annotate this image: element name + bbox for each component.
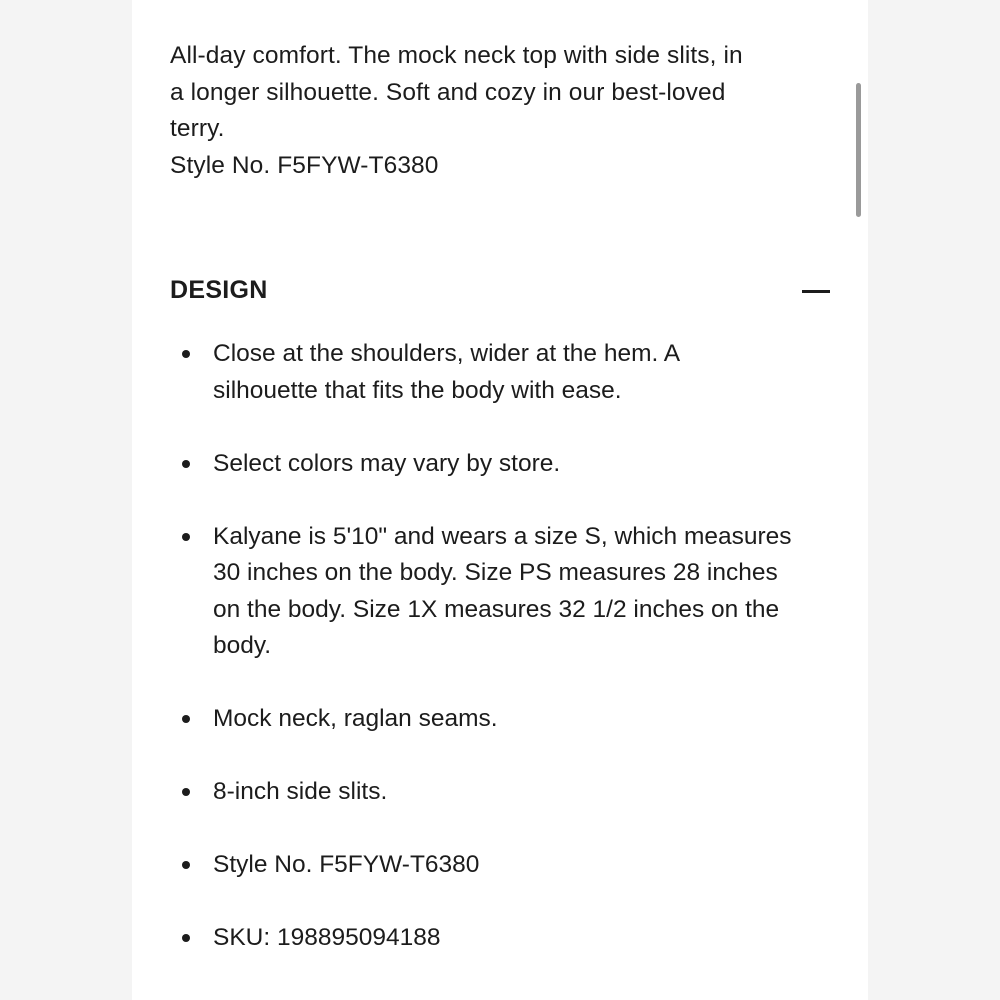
design-bullet-list [170, 336, 832, 993]
list-item-line: SKU: 198895094188 [213, 924, 441, 951]
collapse-minus-icon[interactable] [792, 272, 832, 312]
bullet-icon [182, 715, 190, 723]
product-details-panel [132, 0, 868, 1000]
list-item [170, 774, 832, 811]
list-item-line: body. [213, 632, 272, 659]
bullet-icon [182, 788, 190, 796]
design-section-title: DESIGN [170, 276, 268, 304]
bullet-icon [182, 533, 190, 541]
list-item [170, 446, 832, 483]
description-line: terry. [170, 115, 225, 142]
list-item [170, 920, 832, 957]
design-section-header[interactable] [170, 272, 832, 312]
style-number: Style No. F5FYW-T6380 [170, 151, 439, 179]
list-item [170, 519, 832, 665]
description-text [170, 38, 832, 184]
list-item [170, 847, 832, 884]
description-line: a longer silhouette. Soft and cozy in our best-loved [170, 78, 726, 106]
scrollbar-thumb[interactable] [856, 83, 861, 217]
list-item [170, 701, 832, 738]
bullet-icon [182, 460, 190, 468]
list-item-line: Mock neck, raglan seams. [213, 705, 498, 732]
list-item-line: Close at the shoulders, wider at the hem. A [213, 340, 681, 367]
minus-icon [802, 290, 830, 293]
list-item [170, 336, 832, 409]
list-item-line: 30 inches on the body. Size PS measures 28 inches [213, 559, 778, 586]
bullet-icon [182, 350, 190, 358]
list-item-line: 8-inch side slits. [213, 778, 388, 805]
bullet-icon [182, 861, 190, 869]
list-item-line: Kalyane is 5'10" and wears a size S, which measures [213, 522, 792, 550]
bullet-icon [182, 934, 190, 942]
description-line: All-day comfort. The mock neck top with side slits, in [170, 42, 743, 69]
list-item-line: Select colors may vary by store. [213, 449, 561, 477]
product-description [170, 38, 832, 184]
list-item-line: on the body. Size 1X measures 32 1/2 inches on the [213, 595, 780, 623]
list-item-line: silhouette that fits the body with ease. [213, 376, 622, 404]
list-item-line: Style No. F5FYW-T6380 [213, 851, 480, 878]
